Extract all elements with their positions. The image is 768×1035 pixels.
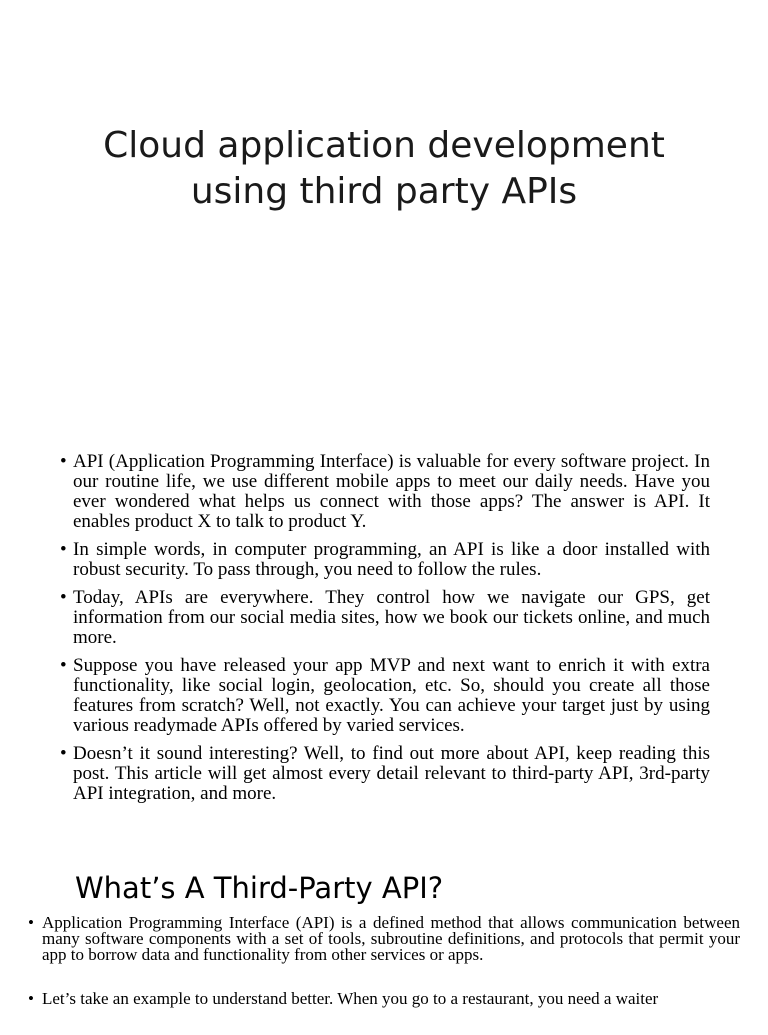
bullet-item: • Let’s take an example to understand better. When you go to a restaurant, you need a waiter: [28, 991, 740, 1007]
third-party-api-bullet-list: [28, 915, 740, 1035]
bullet-item: • Application Programming Interface (API) is a defined method that allows communication between many software components with a set of tools, subroutine definitions, and protocols that permit your app to borrow data and functionality from other services or apps.: [28, 915, 740, 963]
slide-title-line-2: using third party APIs: [190, 171, 578, 212]
bullet-item: • Suppose you have released your app MVP and next want to enrich it with extra functionality, like social login, geolocation, etc. So, should you create all those features from scratch? Well, not exactly. You can achieve your target just by using various readymade APIs offered by varied services.: [60, 656, 710, 736]
slide-title: [60, 123, 708, 215]
section-heading: What’s A Third-Party API?: [75, 871, 444, 905]
bullet-item: • Today, APIs are everywhere. They control how we navigate our GPS, get information from our social media sites, how we book our tickets online, and much more.: [60, 588, 710, 648]
api-intro-bullet-list: [60, 452, 710, 812]
slide-title-line-1: Cloud application development: [103, 125, 665, 166]
title-slide: [0, 0, 768, 440]
bullet-item: • API (Application Programming Interface) is valuable for every software project. In our routine life, we use different mobile apps to meet our daily needs. Have you ever wondered what helps us connect with those apps? The answer is API. It enables product X to talk to product Y.: [60, 452, 710, 532]
bullet-item: • Doesn’t it sound interesting? Well, to find out more about API, keep reading this post. This article will get almost every detail relevant to third-party API, 3rd-party API integration, and more.: [60, 744, 710, 804]
bullet-item: • In simple words, in computer programming, an API is like a door installed with robust security. To pass through, you need to follow the rules.: [60, 540, 710, 580]
